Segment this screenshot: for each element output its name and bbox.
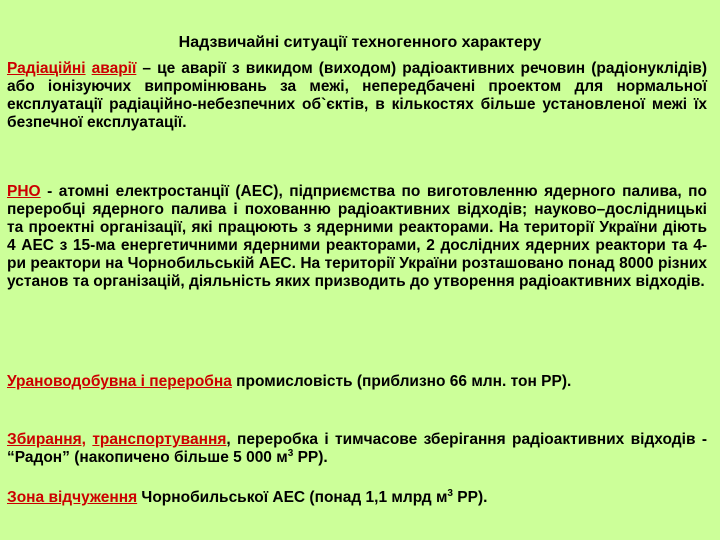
term-collection: Збирання, xyxy=(7,431,86,448)
paragraph-waste xyxy=(7,431,707,467)
paragraph-radiation-accidents xyxy=(7,60,707,132)
paragraph-rno xyxy=(7,183,707,291)
term-uranium: Урановодобувна і переробна xyxy=(7,373,232,390)
superscript: 3 xyxy=(447,487,453,499)
term-transport: транспортування xyxy=(92,431,227,448)
paragraph-text: – це аварії з викидом (виходом) радіоактивних речовин (радіонуклідів) або іонізуючих випромінювань за межі, непередбачені проектом для нормальної експлуатації радіаційно-небезпечних об`єктів, в кількостях більше установленої межі їх безпечної експлуатації. xyxy=(7,60,707,131)
paragraph-text: Чорнобильської АЕС (понад 1,1 млрд м xyxy=(137,489,448,506)
paragraph-uranium xyxy=(7,373,707,391)
term-exclusion-zone: Зона відчуження xyxy=(7,489,138,506)
paragraph-tail: РР). xyxy=(452,489,488,506)
paragraph-exclusion-zone xyxy=(7,489,707,507)
superscript: 3 xyxy=(287,447,294,459)
term-rno: РНО xyxy=(7,183,41,200)
paragraph-text: промисловість (приблизно 66 млн. тон РР). xyxy=(231,373,572,390)
term-accidents: аварії xyxy=(91,60,137,77)
term-radiation: Радіаційні xyxy=(7,60,86,77)
paragraph-text: , переробка і тимчасове зберігання радіоактивних відходів - “Радон” (накопичено більше 5 000 м xyxy=(7,431,707,466)
paragraph-text: - атомні електростанції (АЕС), підприємства по виготовленню ядерного палива, по переробці ядерного палива і похованню радіоактивних відходів; науково–дослідницькі та проектні організації, які працюють з ядерними реакторами. На території України діють 4 АЕС з 15-ма енергетичними ядерними реакторами, 2 дослідних ядерних реактори та 4-ри реактори на Чорнобильській АЕС. На території України розташовано понад 8000 різних установ та організацій, діяльність яких призводить до утворення радіоактивних відходів. xyxy=(7,183,707,290)
slide-title: Надзвичайні ситуації техногенного характеру xyxy=(178,34,542,51)
paragraph-tail: РР). xyxy=(293,449,328,466)
